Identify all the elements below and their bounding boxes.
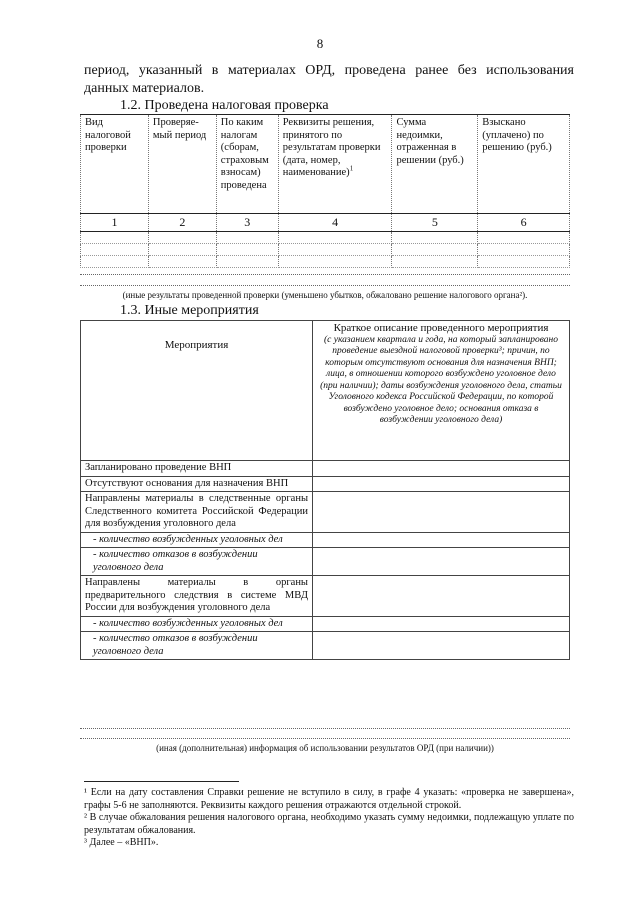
header-description bbox=[313, 321, 570, 461]
row-label: - количество отказов в возбуждении уголовного дела bbox=[81, 632, 313, 660]
footnote-3: ³ Далее – «ВНП». bbox=[84, 837, 159, 848]
row-value bbox=[313, 532, 570, 548]
row-value bbox=[313, 461, 570, 477]
section-1-2-title: 1.2. Проведена налоговая проверка bbox=[120, 98, 329, 113]
column-number: 1 bbox=[81, 214, 149, 232]
header-arrears-amount: Сумма недоимки, отраженная в решении (руб.) bbox=[392, 115, 478, 214]
row-value bbox=[313, 476, 570, 492]
table-row bbox=[81, 255, 570, 267]
footnote-ref-1: 1 bbox=[349, 164, 354, 173]
row-value bbox=[313, 548, 570, 576]
table-row bbox=[81, 616, 570, 632]
table-row bbox=[81, 576, 570, 617]
column-numbers-row bbox=[81, 214, 570, 232]
page-number: 8 bbox=[316, 36, 324, 51]
row-value bbox=[313, 616, 570, 632]
row-value bbox=[313, 576, 570, 617]
row-label: Направлены материалы в следственные органы Следственного комитета Российской Федерации для возбуждения уголовного дела bbox=[81, 492, 313, 533]
column-number: 3 bbox=[216, 214, 278, 232]
header-taxes: По каким налогам (сборам, страховым взносам) проведена bbox=[216, 115, 278, 214]
column-number: 2 bbox=[148, 214, 216, 232]
table-row bbox=[81, 476, 570, 492]
header-decision-details: Реквизиты решения, принятого по результатам проверки (дата, номер, наименование)$^1$ bbox=[278, 115, 392, 214]
footnote-2: ² В случае обжалования решения налогового органа, необходимо указать сумму недоимки, подлежащую уплате по результатам обжалования. bbox=[84, 812, 574, 836]
header-collected-amount: Взыскано (уплачено) по решению (руб.) bbox=[478, 115, 570, 214]
header-measures: Мероприятия bbox=[81, 321, 313, 461]
row-label: Запланировано проведение ВНП bbox=[81, 461, 313, 477]
table-row bbox=[81, 243, 570, 255]
footnotes bbox=[84, 787, 574, 850]
fill-line bbox=[80, 285, 570, 286]
table-row bbox=[81, 492, 570, 533]
table-header-row bbox=[81, 115, 570, 214]
header-description-subtitle: (с указанием квартала и года, на который запланировано проведение выездной налоговой проверки³; причин, по которым отсутствуют основания для назначения ВНП; лица, в отношении которого возбуждено уголовное дело (при наличии); даты возбуждения уголовного дела, статьи Уголовного кодекса Российской Федерации, по которой возбуждено уголовное дело; основания отказа в возбуждении уголовного дела) bbox=[320, 334, 562, 425]
header-audit-period: Проверяе-мый период bbox=[148, 115, 216, 214]
other-results-note: (иные результаты проведенной проверки (уменьшено убытков, обжаловано решение налогового органа²). bbox=[122, 290, 528, 300]
fill-line bbox=[80, 274, 570, 275]
fill-line bbox=[80, 738, 570, 739]
row-label: - количество возбужденных уголовных дел bbox=[81, 616, 313, 632]
intro-paragraph: период, указанный в материалах ОРД, проведена ранее без использования данных материалов. bbox=[84, 63, 574, 96]
table-row bbox=[81, 632, 570, 660]
fill-line bbox=[80, 728, 570, 729]
column-number: 6 bbox=[478, 214, 570, 232]
table-row bbox=[81, 231, 570, 243]
column-number: 4 bbox=[278, 214, 392, 232]
table-header-row bbox=[81, 321, 570, 461]
row-value bbox=[313, 632, 570, 660]
tax-audit-table bbox=[80, 114, 570, 268]
row-value bbox=[313, 492, 570, 533]
table-row bbox=[81, 548, 570, 576]
section-1-3-title: 1.3. Иные мероприятия bbox=[120, 303, 259, 318]
row-label: - количество отказов в возбуждении уголовного дела bbox=[81, 548, 313, 576]
header-audit-type: Вид налоговой проверки bbox=[81, 115, 149, 214]
additional-info-note: (иная (дополнительная) информация об использовании результатов ОРД (при наличии)) bbox=[156, 743, 494, 753]
row-label: - количество возбужденных уголовных дел bbox=[81, 532, 313, 548]
table-row bbox=[81, 461, 570, 477]
footnote-separator bbox=[84, 781, 239, 782]
row-label: Отсутствуют основания для назначения ВНП bbox=[81, 476, 313, 492]
other-measures-table bbox=[80, 320, 570, 660]
header-description-title: Краткое описание проведенного мероприятия bbox=[333, 322, 549, 334]
footnote-1: ¹ Если на дату составления Справки решение не вступило в силу, в графе 4 указать: «проверка не завершена», графы 5-6 не заполняются. Реквизиты каждого решения отражаются отдельной строкой. bbox=[84, 787, 574, 811]
column-number: 5 bbox=[392, 214, 478, 232]
table-row bbox=[81, 532, 570, 548]
row-label: Направлены материалы в органы предварительного следствия в системе МВД России для возбуждения уголовного дела bbox=[81, 576, 313, 617]
